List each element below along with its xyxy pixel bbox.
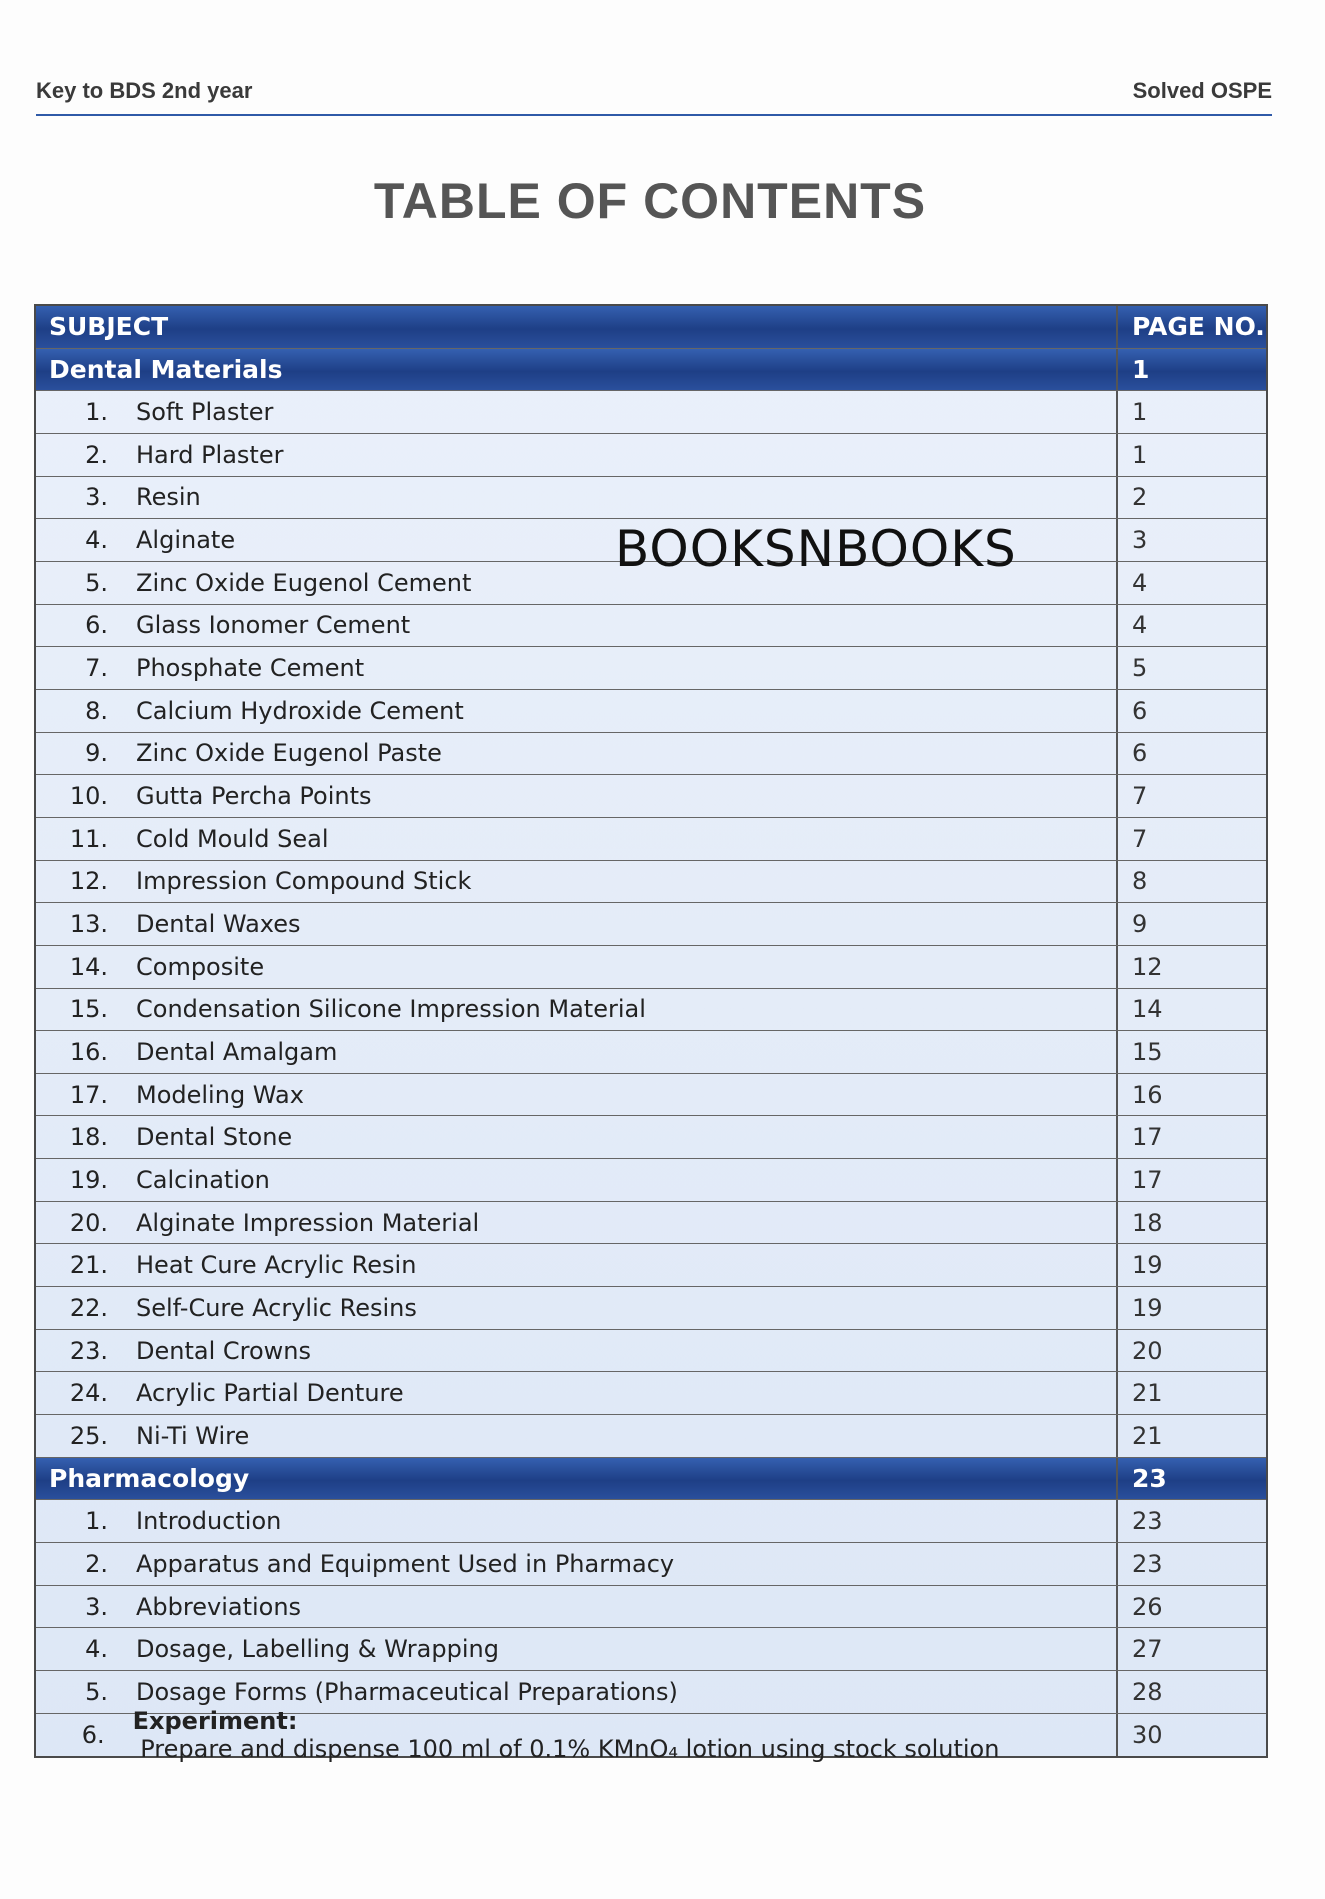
item-number: 14. [69,952,108,981]
item-subject [36,946,1116,988]
item-number: 25. [69,1421,108,1450]
item-number: 5. [85,1677,108,1706]
item-page: 12 [1116,946,1266,988]
table-row [36,477,1266,520]
watermark: BOOKSNBOOKS [615,520,1017,578]
item-title-text: Soft Plaster [136,398,274,427]
item-number: 3. [85,1592,108,1621]
item-title-text: Glass Ionomer Cement [136,611,411,640]
item-page: 8 [1116,861,1266,903]
item-number: 4. [85,1635,108,1664]
table-row [36,861,1266,904]
item-title [136,611,410,639]
table-row [36,818,1266,861]
item-number: 22. [69,1293,108,1322]
item-number: 13. [69,910,108,939]
item-title [136,697,464,725]
header-section-title: Solved OSPE [1132,78,1272,103]
item-page: 1 [1116,391,1266,433]
item-subject [36,733,1116,775]
item-title [136,1422,249,1450]
item-number: 17. [69,1080,108,1109]
item-page: 18 [1116,1202,1266,1244]
item-number: 24. [69,1379,108,1408]
item-title-text: Zinc Oxide Eugenol Cement [136,568,472,597]
item-page: 26 [1116,1586,1266,1628]
item-title-text: Ni-Ti Wire [136,1421,250,1450]
item-title-text: Self-Cure Acrylic Resins [136,1293,417,1322]
table-row [36,1415,1266,1458]
item-title-text: Dental Amalgam [136,1037,338,1066]
item-page: 3 [1116,519,1266,561]
item-title-text: Acrylic Partial Denture [136,1379,404,1408]
item-page: 23 [1116,1543,1266,1585]
table-row [36,1500,1266,1543]
item-subject [36,1415,1116,1457]
table-row [36,1706,1266,1763]
item-page: 7 [1116,818,1266,860]
item-title-text: Zinc Oxide Eugenol Paste [136,739,442,768]
item-page: 14 [1116,989,1266,1031]
item-number: 12. [69,867,108,896]
table-header-row [36,306,1266,349]
item-page: 30 [1116,1714,1266,1757]
item-title [136,1550,674,1578]
table-row [36,1116,1266,1159]
item-title [136,1166,270,1194]
item-title [136,441,283,469]
table-row [36,647,1266,690]
section-title: Pharmacology [49,1464,250,1494]
item-title [136,825,328,853]
item-title-text: Dosage Forms (Pharmaceutical Preparations) [136,1677,678,1706]
item-title-text: Calcium Hydroxide Cement [136,696,464,725]
item-subject [36,1543,1116,1585]
table-row [36,1159,1266,1202]
item-title-text: Hard Plaster [136,440,284,469]
item-title [136,526,235,554]
item-subject [36,690,1116,732]
item-title-text: Apparatus and Equipment Used in Pharmacy [136,1549,675,1578]
item-title [136,1123,292,1151]
item-number: 7. [85,654,108,683]
item-number: 15. [69,995,108,1024]
item-number: 21. [69,1251,108,1280]
item-title-prefix: Experiment: [132,1706,298,1735]
table-row [36,1628,1266,1671]
item-title-text: Gutta Percha Points [136,782,372,811]
table-row [36,1074,1266,1117]
table-row [36,1543,1266,1586]
item-page: 20 [1116,1330,1266,1372]
subject-column-header: SUBJECT [49,312,169,342]
item-page: 21 [1116,1415,1266,1457]
table-row [36,434,1266,477]
section-page: 1 [1116,349,1266,391]
item-number: 4. [85,526,108,555]
header-book-title: Key to BDS 2nd year [36,78,253,103]
page-title: TABLE OF CONTENTS [373,173,927,229]
table-row [36,903,1266,946]
item-subject [36,1586,1116,1628]
item-page: 19 [1116,1287,1266,1329]
item-number: 10. [69,782,108,811]
item-number: 5. [85,568,108,597]
item-title [136,1081,304,1109]
table-row [36,391,1266,434]
page-header [36,74,1272,116]
item-page: 4 [1116,605,1266,647]
item-subject [36,1287,1116,1329]
item-page: 27 [1116,1628,1266,1670]
item-title [136,953,264,981]
item-number: 6. [81,1720,105,1749]
item-title-text: Dosage, Labelling & Wrapping [136,1635,499,1664]
item-title [136,398,273,426]
item-title [136,910,301,938]
item-page: 15 [1116,1031,1266,1073]
item-number: 20. [69,1208,108,1237]
item-title-text: Dental Stone [136,1123,293,1152]
item-subject [36,1202,1116,1244]
table-row [36,1372,1266,1415]
item-number: 2. [85,1549,108,1578]
item-page: 19 [1116,1244,1266,1286]
item-subject [36,647,1116,689]
item-subject [36,1372,1116,1414]
table-row [36,989,1266,1032]
item-number: 1. [85,1507,108,1536]
item-title-text: Composite [136,952,265,981]
item-title-text: Resin [136,483,201,512]
item-page: 4 [1116,562,1266,604]
item-title [136,1593,301,1621]
item-page: 9 [1116,903,1266,945]
item-title [136,1337,311,1365]
item-title [136,1678,678,1706]
table-row [36,1244,1266,1287]
item-title-text: Dental Crowns [136,1336,311,1365]
item-title [133,1707,1116,1763]
item-title [136,782,372,810]
item-number: 18. [69,1123,108,1152]
item-title [136,483,201,511]
item-title [136,1635,499,1663]
item-title [136,1251,416,1279]
item-subject [36,861,1116,903]
item-subject [36,434,1116,476]
item-subject [36,1244,1116,1286]
item-page: 6 [1116,690,1266,732]
page-column-header: PAGE NO. [1116,306,1266,348]
item-number: 16. [69,1037,108,1066]
item-page: 23 [1116,1500,1266,1542]
table-row [36,1586,1266,1629]
item-title-text: Condensation Silicone Impression Material [136,995,646,1024]
item-number: 1. [85,398,108,427]
item-title-text: Alginate Impression Material [136,1208,480,1237]
item-number: 23. [69,1336,108,1365]
item-subject [36,1031,1116,1073]
item-title [136,569,471,597]
item-number: 6. [85,611,108,640]
item-page: 17 [1116,1116,1266,1158]
table-row [36,1031,1266,1074]
item-subject [36,1074,1116,1116]
item-page: 7 [1116,775,1266,817]
table-row [36,605,1266,648]
table-row [36,1287,1266,1330]
table-row [36,946,1266,989]
item-subject [36,1330,1116,1372]
item-subject [36,605,1116,647]
section-title: Dental Materials [49,354,283,384]
item-title [136,1209,479,1237]
item-title-text: Abbreviations [136,1592,302,1621]
item-subject [36,775,1116,817]
item-title [136,739,442,767]
item-title-text: Prepare and dispense 100 ml of 0.1% KMnO₄ lotion using stock solution [132,1734,1000,1763]
item-page: 5 [1116,647,1266,689]
item-page: 28 [1116,1671,1266,1713]
section-page: 23 [1116,1458,1266,1500]
table-row [36,1330,1266,1373]
item-subject [36,477,1116,519]
item-title-text: Dental Waxes [136,910,301,939]
item-title-text: Cold Mould Seal [136,824,329,853]
item-title [136,1294,417,1322]
item-number: 2. [85,440,108,469]
item-number: 8. [85,696,108,725]
item-subject [36,989,1116,1031]
item-page: 16 [1116,1074,1266,1116]
item-title-text: Calcination [136,1165,270,1194]
item-title-text: Modeling Wax [136,1080,304,1109]
item-number: 19. [69,1165,108,1194]
item-title-text: Heat Cure Acrylic Resin [136,1251,417,1280]
item-title-text: Introduction [136,1507,282,1536]
item-page: 21 [1116,1372,1266,1414]
table-row [36,733,1266,776]
item-title [136,654,364,682]
item-subject [36,903,1116,945]
item-title-text: Impression Compound Stick [136,867,472,896]
item-page: 2 [1116,477,1266,519]
item-title-text: Alginate [136,526,236,555]
item-title [136,1507,281,1535]
item-number: 3. [85,483,108,512]
item-subject [36,1628,1116,1670]
item-subject [36,1159,1116,1201]
item-number: 9. [85,739,108,768]
item-title [136,1038,337,1066]
item-subject [36,1706,1116,1763]
item-title [136,1379,404,1407]
item-page: 1 [1116,434,1266,476]
item-title [136,867,471,895]
table-row [36,775,1266,818]
item-subject [36,1116,1116,1158]
item-subject [36,1500,1116,1542]
section-row [36,349,1266,392]
table-row [36,1202,1266,1245]
item-title-text: Phosphate Cement [136,654,365,683]
item-page: 6 [1116,733,1266,775]
item-title [136,995,646,1023]
table-row [36,690,1266,733]
item-subject [36,818,1116,860]
item-subject [36,391,1116,433]
section-row [36,1458,1266,1501]
item-page: 17 [1116,1159,1266,1201]
item-number: 11. [69,824,108,853]
